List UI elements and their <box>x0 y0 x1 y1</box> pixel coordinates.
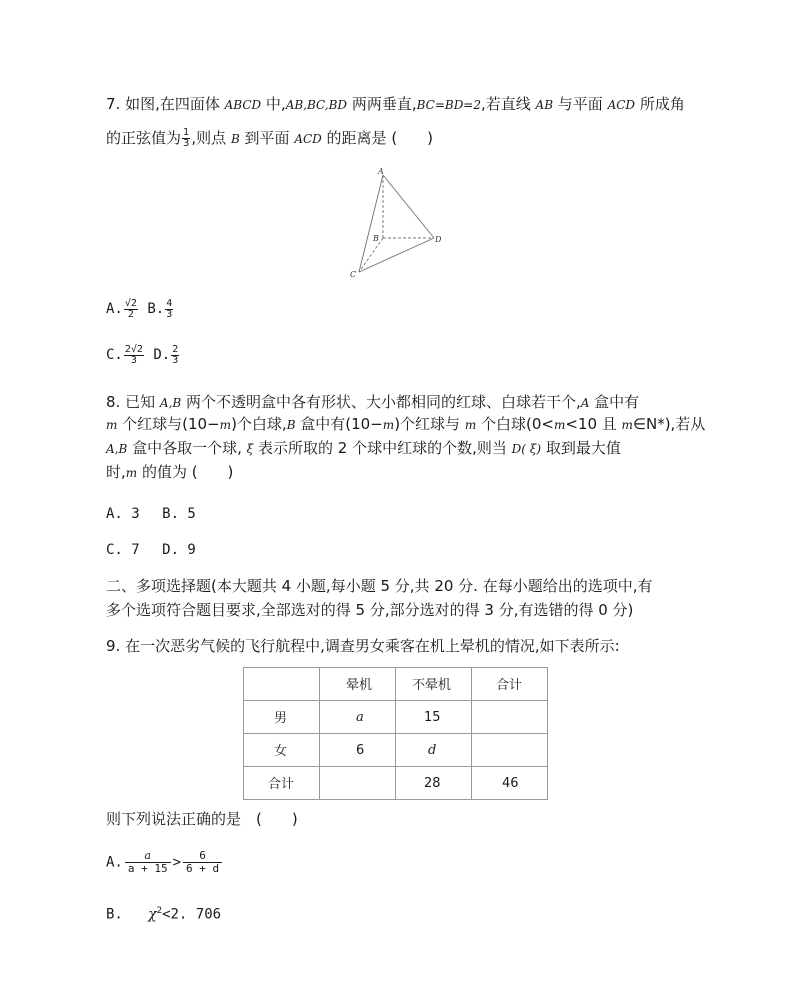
vertex-c-label: C <box>350 270 357 279</box>
q7-text: ,则点 <box>191 129 231 147</box>
table-row-label: 合计 <box>244 767 320 800</box>
section2-line2: 多个选项符合题目要求,全部选对的得 5 分,部分选对的得 3 分,有选错的得 0 分) <box>106 601 634 619</box>
q7-text: 与平面 <box>553 95 608 113</box>
q8-math: D( ξ) <box>511 442 542 456</box>
q7-fraction: $\frac{1}{3}$ <box>183 127 190 149</box>
q7-text: 所成角 <box>635 95 685 113</box>
q8-math: A,B <box>106 442 128 456</box>
option-a-fraction-right: $\frac{6}{6 + d}$ <box>183 850 222 875</box>
q7-options-ab <box>106 298 174 320</box>
q8-math: m <box>464 418 477 432</box>
option-c-label: C. <box>106 347 123 363</box>
q8-text: 盒中各取一个球, <box>127 439 247 457</box>
table-cell <box>472 734 548 767</box>
q7-math: BC=BD=2 <box>416 98 481 112</box>
option-a-label: A. <box>106 301 123 317</box>
q8-math: m <box>553 418 566 432</box>
table-cell: 46 <box>472 767 548 800</box>
section2-line1: 二、多项选择题(本大题共 4 小题,每小题 5 分,共 20 分. 在每小题给出的选项中,有 <box>106 577 653 595</box>
q9-option-a <box>106 850 224 875</box>
tetrahedron-figure <box>340 165 450 280</box>
option-b-label: B. <box>138 301 165 317</box>
table-cell <box>244 668 320 701</box>
option-a-fraction-left: $\frac{a}{a + 15}$ <box>125 850 171 875</box>
q8-line1 <box>106 391 639 414</box>
option-c-fraction: $\frac{2√2}{3}$ <box>124 343 143 366</box>
q8-text: 盒中有 <box>589 393 640 411</box>
table-header: 合计 <box>472 668 548 701</box>
table-row <box>244 767 548 800</box>
table-cell: d <box>396 734 472 767</box>
table-row-label: 女 <box>244 734 320 767</box>
q8-text: 的值为 ( ) <box>137 463 234 481</box>
table-cell: a <box>320 701 396 734</box>
q8-math: A <box>580 396 590 410</box>
q7-options-cd <box>106 344 180 366</box>
option-d-fraction: $\frac{2}{3}$ <box>172 343 179 366</box>
q7-math: AB <box>535 98 554 112</box>
table-header: 晕机 <box>320 668 396 701</box>
option-b-sup: 2 <box>156 906 163 916</box>
q7-math: ABCD <box>224 98 262 112</box>
q7-line1 <box>106 93 685 116</box>
q7-line2 <box>106 127 433 150</box>
table-row <box>244 734 548 767</box>
option-a-fraction: $\frac{√2}{2}$ <box>124 297 137 320</box>
table-header: 不晕机 <box>396 668 472 701</box>
q8-math: m <box>106 418 118 432</box>
table-cell <box>320 767 396 800</box>
table-row-label: 男 <box>244 701 320 734</box>
q8-line2 <box>106 413 705 436</box>
table-cell: 28 <box>396 767 472 800</box>
q8-text: 两个不透明盒中各有形状、大小都相同的红球、白球若干个, <box>181 393 581 411</box>
q7-text: 7. 如图,在四面体 <box>106 95 225 113</box>
vertex-d-label: D <box>435 235 442 244</box>
q8-options-ab: A. 3 B. 5 <box>106 506 196 522</box>
table-cell: 6 <box>320 734 396 767</box>
q7-text: 两两垂直, <box>347 95 417 113</box>
q9-stem: 9. 在一次恶劣气候的飞行航程中,调查男女乘客在机上晕机的情况,如下表所示: <box>106 637 620 655</box>
q9-option-b <box>106 900 221 926</box>
q7-math: ACD <box>294 132 322 146</box>
q8-math: m <box>621 418 633 432</box>
q8-text: )个白球, <box>231 415 287 433</box>
q8-options-cd: C. 7 D. 9 <box>106 542 196 558</box>
q8-text: )个红球与 <box>394 415 465 433</box>
option-a-relation: > <box>172 854 182 871</box>
table-row <box>244 701 548 734</box>
q8-text: 取到最大值 <box>541 439 621 457</box>
vertex-a-label: A <box>378 167 384 176</box>
q7-text: 的距离是 ( ) <box>321 129 434 147</box>
q7-text: ,若直线 <box>481 95 536 113</box>
option-b-var: χ <box>148 906 157 923</box>
q8-text: ∈N*),若从 <box>632 415 706 433</box>
q8-text: 8. 已知 <box>106 393 160 411</box>
option-b-label: B. <box>106 906 123 923</box>
q8-text: <10 且 <box>565 415 622 433</box>
q8-text: 时, <box>106 463 126 481</box>
q8-math: B <box>286 418 296 432</box>
q7-text: 到平面 <box>239 129 295 147</box>
q7-math: AB,BC,BD <box>285 98 348 112</box>
table-cell <box>472 701 548 734</box>
q8-math: A,B <box>159 396 182 410</box>
q9-contingency-table <box>243 667 548 800</box>
q8-text: 个红球与(10− <box>117 415 220 433</box>
q8-math: m <box>382 418 395 432</box>
table-cell: 15 <box>396 701 472 734</box>
q7-math: ACD <box>607 98 636 112</box>
q7-math: B <box>230 132 240 146</box>
q8-math: m <box>125 466 138 480</box>
q8-math: m <box>219 418 232 432</box>
q8-text: 表示所取的 2 个球中红球的个数,则当 <box>253 439 512 457</box>
q8-text: 个白球(0< <box>476 415 554 433</box>
table-row <box>244 668 548 701</box>
option-d-label: D. <box>144 347 171 363</box>
q8-math: ξ <box>246 442 254 456</box>
option-a-label: A. <box>106 854 123 871</box>
option-b-fraction: $\frac{4}{3}$ <box>166 297 173 320</box>
q8-line4 <box>106 461 233 484</box>
q9-after-table: 则下列说法正确的是 ( ) <box>106 810 298 828</box>
vertex-b-label: B <box>373 234 379 243</box>
q8-text: 盒中有(10− <box>295 415 383 433</box>
q7-text: 中, <box>261 95 286 113</box>
q8-line3 <box>106 437 621 460</box>
q7-text: 的正弦值为 <box>106 129 182 147</box>
option-b-rest: <2. 706 <box>162 906 222 923</box>
option-a-den: 6 + d <box>186 862 220 875</box>
